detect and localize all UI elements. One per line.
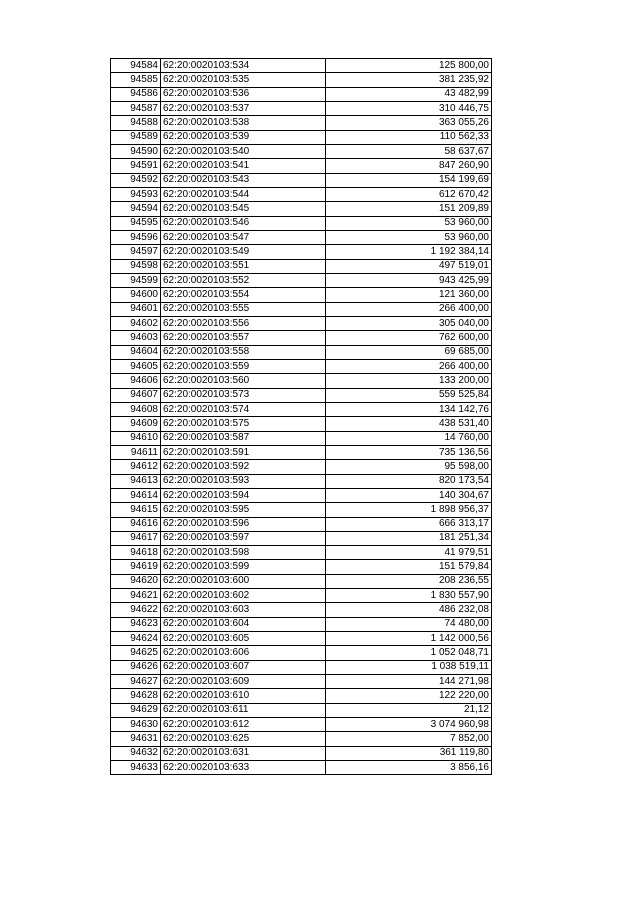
table-row [111,488,492,502]
table-row [111,87,492,101]
cadastral-number: 62:20:0020103:607 [161,660,326,674]
row-number: 94626 [111,660,161,674]
cadastral-number: 62:20:0020103:535 [161,73,326,87]
row-number: 94630 [111,718,161,732]
table-row [111,316,492,330]
table-row [111,374,492,388]
cadastral-number: 62:20:0020103:556 [161,316,326,330]
table-row [111,216,492,230]
row-number: 94607 [111,388,161,402]
table-row [111,402,492,416]
cadastral-value: 438 531,40 [326,417,492,431]
cadastral-value: 361 119,80 [326,746,492,760]
table-row [111,116,492,130]
table-row [111,345,492,359]
cadastral-number: 62:20:0020103:539 [161,130,326,144]
row-number: 94603 [111,331,161,345]
cadastral-value: 74 480,00 [326,617,492,631]
table-row [111,603,492,617]
cadastral-value: 1 142 000,56 [326,632,492,646]
cadastral-value: 3 856,16 [326,761,492,775]
cadastral-number: 62:20:0020103:595 [161,503,326,517]
cadastral-number: 62:20:0020103:612 [161,718,326,732]
row-number: 94629 [111,703,161,717]
row-number: 94613 [111,474,161,488]
cadastral-number: 62:20:0020103:555 [161,302,326,316]
table-row [111,388,492,402]
cadastral-value: 14 760,00 [326,431,492,445]
row-number: 94599 [111,273,161,287]
cadastral-value: 497 519,01 [326,259,492,273]
row-number: 94620 [111,574,161,588]
cadastral-number: 62:20:0020103:551 [161,259,326,273]
table-row [111,159,492,173]
cadastral-value: 486 232,08 [326,603,492,617]
row-number: 94614 [111,488,161,502]
row-number: 94592 [111,173,161,187]
cadastral-number: 62:20:0020103:559 [161,359,326,373]
row-number: 94612 [111,460,161,474]
row-number: 94609 [111,417,161,431]
cadastral-number: 62:20:0020103:573 [161,388,326,402]
row-number: 94584 [111,59,161,73]
cadastral-value: 21,12 [326,703,492,717]
table-row [111,746,492,760]
cadastral-value: 305 040,00 [326,316,492,330]
cadastral-number: 62:20:0020103:544 [161,187,326,201]
cadastral-value: 612 670,42 [326,187,492,201]
row-number: 94615 [111,503,161,517]
table-row [111,417,492,431]
table-row [111,474,492,488]
row-number: 94594 [111,202,161,216]
table-row [111,431,492,445]
cadastral-number: 62:20:0020103:597 [161,531,326,545]
cadastral-value: 1 052 048,71 [326,646,492,660]
table-row [111,331,492,345]
table-row [111,101,492,115]
row-number: 94601 [111,302,161,316]
cadastral-number: 62:20:0020103:546 [161,216,326,230]
cadastral-value: 381 235,92 [326,73,492,87]
table-row [111,589,492,603]
cadastral-number: 62:20:0020103:574 [161,402,326,416]
cadastral-value: 208 236,55 [326,574,492,588]
cadastral-number: 62:20:0020103:602 [161,589,326,603]
cadastral-number: 62:20:0020103:541 [161,159,326,173]
cadastral-value: 943 425,99 [326,273,492,287]
cadastral-number: 62:20:0020103:606 [161,646,326,660]
cadastral-value: 43 482,99 [326,87,492,101]
cadastral-number: 62:20:0020103:536 [161,87,326,101]
row-number: 94596 [111,230,161,244]
row-number: 94586 [111,87,161,101]
cadastral-number: 62:20:0020103:609 [161,675,326,689]
table-row [111,660,492,674]
table-row [111,503,492,517]
cadastral-number: 62:20:0020103:558 [161,345,326,359]
cadastral-number: 62:20:0020103:545 [161,202,326,216]
table-row [111,732,492,746]
table-row [111,703,492,717]
table-row [111,245,492,259]
cadastral-number: 62:20:0020103:554 [161,288,326,302]
cadastral-value: 735 136,56 [326,445,492,459]
cadastral-value: 820 173,54 [326,474,492,488]
cadastral-value: 1 192 384,14 [326,245,492,259]
cadastral-number: 62:20:0020103:543 [161,173,326,187]
cadastral-value: 154 199,69 [326,173,492,187]
cadastral-value: 1 898 956,37 [326,503,492,517]
table-row [111,230,492,244]
cadastral-number: 62:20:0020103:540 [161,144,326,158]
cadastral-number: 62:20:0020103:611 [161,703,326,717]
row-number: 94598 [111,259,161,273]
cadastral-value: 363 055,26 [326,116,492,130]
cadastral-number: 62:20:0020103:603 [161,603,326,617]
cadastral-value: 7 852,00 [326,732,492,746]
row-number: 94611 [111,445,161,459]
row-number: 94605 [111,359,161,373]
cadastral-number: 62:20:0020103:534 [161,59,326,73]
cadastral-number: 62:20:0020103:600 [161,574,326,588]
row-number: 94628 [111,689,161,703]
cadastral-value: 3 074 960,98 [326,718,492,732]
table-row [111,359,492,373]
cadastral-value: 53 960,00 [326,230,492,244]
row-number: 94587 [111,101,161,115]
row-number: 94591 [111,159,161,173]
table-row [111,546,492,560]
cadastral-number: 62:20:0020103:549 [161,245,326,259]
table-row [111,273,492,287]
table-row [111,632,492,646]
row-number: 94618 [111,546,161,560]
cadastral-value: 58 637,67 [326,144,492,158]
row-number: 94589 [111,130,161,144]
cadastral-value: 181 251,34 [326,531,492,545]
cadastral-value: 266 400,00 [326,359,492,373]
cadastral-value: 134 142,76 [326,402,492,416]
row-number: 94617 [111,531,161,545]
cadastral-value: 144 271,98 [326,675,492,689]
row-number: 94632 [111,746,161,760]
row-number: 94633 [111,761,161,775]
table-row [111,445,492,459]
cadastral-value: 1 038 519,11 [326,660,492,674]
row-number: 94631 [111,732,161,746]
cadastral-number: 62:20:0020103:560 [161,374,326,388]
cadastral-value: 151 209,89 [326,202,492,216]
cadastral-number: 62:20:0020103:604 [161,617,326,631]
cadastral-number: 62:20:0020103:605 [161,632,326,646]
table-row [111,675,492,689]
cadastral-value: 122 220,00 [326,689,492,703]
table-row [111,187,492,201]
cadastral-number: 62:20:0020103:575 [161,417,326,431]
table-row [111,460,492,474]
table-row [111,517,492,531]
row-number: 94590 [111,144,161,158]
row-number: 94623 [111,617,161,631]
row-number: 94588 [111,116,161,130]
table-row [111,617,492,631]
table-row [111,173,492,187]
cadastral-number: 62:20:0020103:610 [161,689,326,703]
cadastral-value: 140 304,67 [326,488,492,502]
cadastral-number: 62:20:0020103:596 [161,517,326,531]
cadastral-value: 847 260,90 [326,159,492,173]
row-number: 94624 [111,632,161,646]
table-row [111,130,492,144]
cadastral-number: 62:20:0020103:592 [161,460,326,474]
table-row [111,59,492,73]
cadastral-value: 41 979,51 [326,546,492,560]
row-number: 94597 [111,245,161,259]
cadastral-number: 62:20:0020103:599 [161,560,326,574]
cadastral-number: 62:20:0020103:587 [161,431,326,445]
cadastral-value: 95 598,00 [326,460,492,474]
cadastral-number: 62:20:0020103:631 [161,746,326,760]
cadastral-number: 62:20:0020103:537 [161,101,326,115]
cadastral-value: 266 400,00 [326,302,492,316]
row-number: 94593 [111,187,161,201]
table-body [111,59,492,775]
row-number: 94585 [111,73,161,87]
row-number: 94616 [111,517,161,531]
cadastral-value: 133 200,00 [326,374,492,388]
table-row [111,761,492,775]
cadastral-value: 69 685,00 [326,345,492,359]
cadastral-value: 53 960,00 [326,216,492,230]
cadastral-value: 310 446,75 [326,101,492,115]
row-number: 94610 [111,431,161,445]
cadastral-value: 125 800,00 [326,59,492,73]
cadastral-number: 62:20:0020103:594 [161,488,326,502]
row-number: 94622 [111,603,161,617]
row-number: 94600 [111,288,161,302]
row-number: 94608 [111,402,161,416]
cadastral-number: 62:20:0020103:547 [161,230,326,244]
table-row [111,288,492,302]
cadastral-value: 151 579,84 [326,560,492,574]
cadastral-number: 62:20:0020103:598 [161,546,326,560]
cadastral-value: 110 562,33 [326,130,492,144]
row-number: 94627 [111,675,161,689]
table-row [111,302,492,316]
row-number: 94595 [111,216,161,230]
row-number: 94625 [111,646,161,660]
table-row [111,144,492,158]
data-table [110,58,492,775]
row-number: 94621 [111,589,161,603]
row-number: 94619 [111,560,161,574]
cadastral-value: 666 313,17 [326,517,492,531]
table-row [111,560,492,574]
cadastral-number: 62:20:0020103:593 [161,474,326,488]
table-row [111,574,492,588]
cadastral-number: 62:20:0020103:625 [161,732,326,746]
table-row [111,531,492,545]
table-row [111,718,492,732]
cadastral-value: 1 830 557,90 [326,589,492,603]
row-number: 94604 [111,345,161,359]
cadastral-number: 62:20:0020103:538 [161,116,326,130]
table-row [111,73,492,87]
table-row [111,202,492,216]
table-row [111,259,492,273]
cadastral-value: 559 525,84 [326,388,492,402]
row-number: 94606 [111,374,161,388]
cadastral-number: 62:20:0020103:633 [161,761,326,775]
cadastral-number: 62:20:0020103:557 [161,331,326,345]
cadastral-value: 762 600,00 [326,331,492,345]
row-number: 94602 [111,316,161,330]
table-row [111,689,492,703]
cadastral-number: 62:20:0020103:591 [161,445,326,459]
cadastral-number: 62:20:0020103:552 [161,273,326,287]
cadastral-value: 121 360,00 [326,288,492,302]
table-row [111,646,492,660]
